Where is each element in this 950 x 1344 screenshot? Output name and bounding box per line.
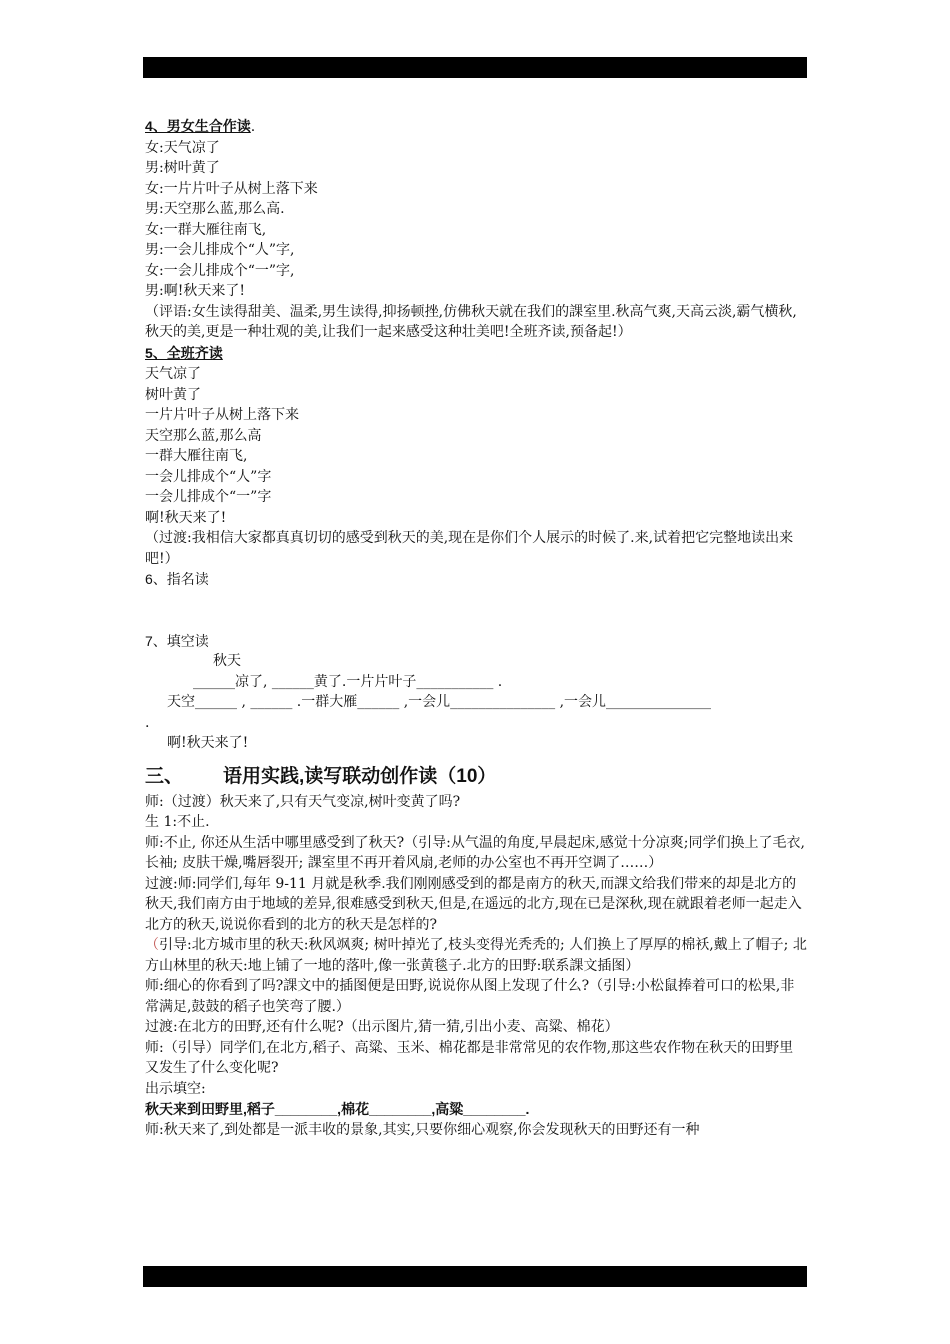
fill-title: 秋天 [213,653,241,669]
section5-transition: （过渡:我相信大家都真真切切的感受到秋天的美,现在是你们个人展示的时候了.来,试着把它完整地读出来吧!） [145,530,794,567]
fill-line: . [145,714,150,731]
dialog-line: 男:天空那么蓝,那么高. [145,201,285,217]
poem-line: 一群大雁往南飞, [145,448,248,464]
poem-line: 一片片叶子从树上落下来 [145,407,299,423]
section3-heading: 三、 语用实践,读写联动创作读（10） [145,765,497,787]
paragraph: 师:秋天来了,到处都是一派丰收的景象,其实,只要你细心观察,你会发现秋天的田野还有一种 [145,1121,700,1138]
poem-line: 啊!秋天来了! [145,509,227,526]
section6-heading: 6、指名读 [145,571,209,587]
dialog-line: 女:一会儿排成个“一”字, [145,262,295,279]
poem-line: 天气凉了 [145,366,201,382]
paragraph: 出示填空: [145,1080,206,1097]
document-page [145,116,807,1140]
fill-line: 天空______ , ______ .一群大雁______ ,一会儿_______________ ,一会儿_______________ [167,694,712,710]
dialog-line: 男:啊!秋天来了! [145,283,245,299]
dialog-line: 男:树叶黄了 [145,160,220,176]
section5-heading: 5、全班齐读 [145,344,223,361]
fill-exercise: 秋天来到田野里,稻子________,棉花________,高粱________. [145,1101,530,1117]
section7-heading: 7、填空读 [145,632,209,649]
dialog-line: 女:天气凉了 [145,139,220,156]
footer-bar [143,1266,807,1287]
fill-line: ______凉了, ______黄了.一片片叶子___________ . [193,673,503,690]
poem-line: 一会儿排成个“人”字 [145,468,272,485]
dialog-line: 男:一会儿排成个“人”字, [145,242,295,258]
spacer [145,590,807,611]
paragraph: 过渡:师:同学们,每年 9-11 月就是秋季.我们刚刚感受到的都是南方的秋天,而課文给我们带来的却是北方的秋天,我们南方由于地域的差异,很难感受到秋天,但是,在遥远的北方,现在已是深秋,现在就跟着老师一起走入北方的秋天,说说你看到的北方的秋天是怎样的? [145,875,802,933]
paragraph: 过渡:在北方的田野,还有什么呢?（出示图片,猜一猜,引出小麦、高粱、棉花） [145,1019,619,1035]
section4-heading: 4、男女生合作读. [145,118,256,135]
poem-line: 树叶黄了 [145,386,201,403]
dialog-line: 女:一片片叶子从树上落下来 [145,180,318,197]
paragraph: 师:细心的你看到了吗?課文中的插图便是田野,说说你从图上发现了什么?（引导:小松鼠捧着可口的松果,非常满足,鼓鼓的稻子也笑弯了腰.） [145,978,795,1015]
paragraph: 师:不止, 你还从生活中哪里感受到了秋天?（引导:从气温的角度,早晨起床,感觉十分凉爽;同学们换上了毛衣,长袖; 皮肤干燥,嘴唇裂开; 課室里不再开着风扇,老师的办公室也不再开空调了……） [145,834,805,871]
section4-heading-text: 4、男女生合作读 [145,118,251,134]
poem-line: 天空那么蓝,那么高 [145,427,262,444]
dialog-line: 女:一群大雁往南飞, [145,221,267,238]
paragraph: 师:（过渡）秋天来了,只有天气变凉,树叶变黄了吗? [145,793,461,810]
header-bar [143,57,807,78]
section4-comment: （评语:女生读得甜美、温柔,男生读得,抑扬顿挫,仿佛秋天就在我们的課室里.秋高气爽,天高云淡,霸气横秋,秋天的美,更是一种壮观的美,让我们一起来感受这种壮美吧!全班齐读,预备起!） [145,303,797,340]
paragraph: 师:（引导）同学们,在北方,稻子、高粱、玉米、棉花都是非常常见的农作物,那这些农作物在秋天的田野里又发生了什么变化呢? [145,1039,794,1076]
spacer [145,610,807,631]
fill-line: 啊!秋天来了! [167,735,249,751]
poem-line: 一会儿排成个“一”字 [145,489,272,505]
guide-paragraph: （引导:北方城市里的秋天:秋风飒爽; 树叶掉光了,枝头变得光秃秃的; 人们换上了厚厚的棉袄,戴上了帽子; 北方山林里的秋天:地上铺了一地的落叶,像一张黄毯子.北方的田野:联系課文插图） [145,937,807,974]
paragraph: 生 1:不止. [145,814,210,830]
